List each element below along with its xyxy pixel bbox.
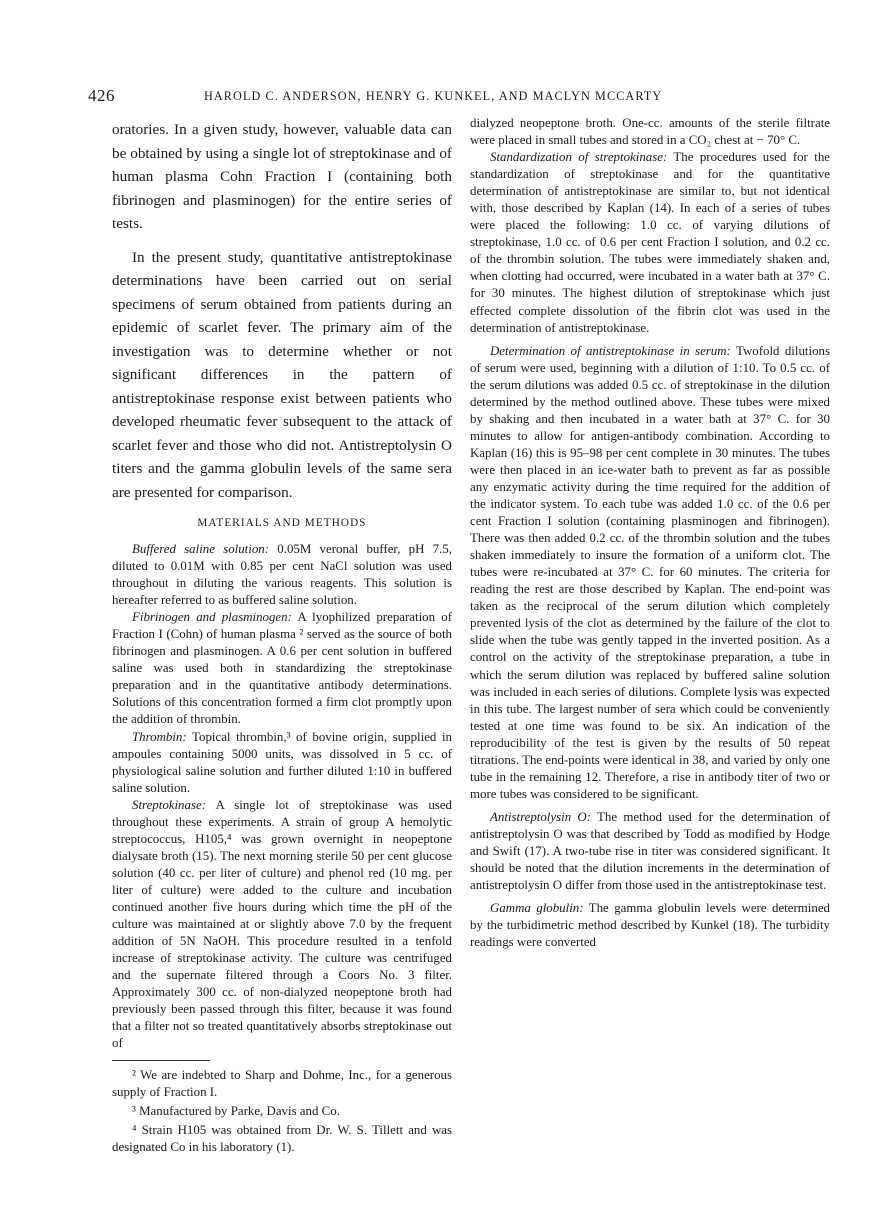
footnote-3: ³ Manufactured by Parke, Davis and Co. (132, 1104, 340, 1119)
thrombin-heading: Thrombin: (132, 729, 187, 744)
antistreptolysin-heading: Antistreptolysin O: (490, 809, 592, 824)
thrombin-text: Topical thrombin,³ of bovine origin, supplied in ampoules containing 5000 units, was dissolved in 5 cc. of physiological saline solution and further diluted 1:10 in buffered saline solution. (112, 729, 452, 795)
intro-paragraph-1: oratories. In a given study, however, valuable data can be obtained by using a single lot of streptokinase and of human plasma Cohn Fraction I (containing both fibrinogen and plasminogen) for the entire series of tests. (112, 121, 452, 232)
gamma-globulin-text: The gamma globulin levels were determined by the turbidimetric method described by Kunkel (18). The turbidity readings were converted (470, 901, 830, 950)
footnote-2: ² We are indebted to Sharp and Dohme, Inc., for a generous supply of Fraction I. (112, 1068, 452, 1100)
standardization-heading: Standardization of streptokinase: (490, 150, 668, 165)
determination-text: Twofold dilutions of serum were used, beginning with a dilution of 1:10. To 0.5 cc. of the serum dilutions was added 0.5 cc. of streptokinase in the dilution determined by the method outlined above. These tubes were mixed by shaking and then incubated in a water bath at 37° C. for 30 minutes to allow for antigen-antibody combination. According to Kaplan (16) this is 95–98 per cent complete in 30 minutes. The tubes were then placed in an ice-water bath to prevent as far as possible any enzymatic activity during the time required for the addition of the indicator system. To each tube was added 1.0 cc. of the 0.6 per cent Fraction I solution (containing plasminogen and fibrinogen). There was then added 0.2 cc. of the thrombin solution and the tubes shaken immediately to insure the formation of a uniform clot. The tubes were re-incubated at 37° C. for 60 minutes. The criteria for reading the rest are those described by Kaplan. The end-point was taken as the reciprocal of the serum dilution which completely prevented lysis of the clot as determined by the failure of the clot to slide when the tube was gently tapped in the inverted position. As a control on the activity of the streptokinase preparation, a tube in which the serum dilution was replaced by buffered saline solution was included in each series of dilutions. Complete lysis was expected in this tube. The largest number of sera which could be conveniently tested at one time was found to be six. An indication of the reproducibility of the test is given by the results of 50 repeat titrations. The end-points were identical in 38, and varied by only one tube in the remaining 12. Therefore, a rise in antibody titer of two or more tubes was considered to be significant. (470, 343, 830, 801)
gamma-globulin-paragraph (470, 900, 830, 951)
streptokinase-paragraph (112, 797, 452, 1053)
streptokinase-heading: Streptokinase: (132, 797, 206, 812)
buffered-saline-text: 0.05M veronal buffer, pH 7.5, diluted to 0.01M with 0.85 per cent NaCl solution was used throughout in diluting the various reagents. This solution is hereafter referred to as buffered saline solution. (112, 542, 452, 608)
intro-paragraph-2: In the present study, quantitative antistreptokinase determinations have been carried out on serial specimens of serum obtained from patients during an epidemic of scarlet fever. The primary aim of the investigation was to determine whether or not significant differences in the pattern of antistreptokinase response exist between patients who developed rheumatic fever subsequent to the attack of scarlet fever and those who did not. Antistreptolysin O titers and the gamma globulin levels of the same sera are presented for comparison. (112, 248, 452, 501)
fibrinogen-paragraph (112, 609, 452, 728)
section-title: MATERIALS AND METHODS (197, 517, 367, 529)
fibrinogen-heading: Fibrinogen and plasminogen: (132, 610, 292, 625)
continued-paragraph: dialyzed neopeptone broth. One-cc. amounts of the sterile filtrate were placed in small tubes and stored in a CO₂ chest at − 70° C. (470, 116, 830, 148)
determination-paragraph (470, 343, 830, 803)
running-head: HAROLD C. ANDERSON, HENRY G. KUNKEL, AND MACLYN MCCARTY (204, 89, 663, 103)
determination-heading: Determination of antistreptokinase in serum: (490, 343, 731, 358)
buffered-saline-paragraph (112, 541, 452, 609)
antistreptolysin-paragraph (470, 809, 830, 894)
left-column (112, 118, 452, 1156)
thrombin-paragraph (112, 729, 452, 797)
page-number: 426 (88, 86, 115, 105)
fibrinogen-text: A lyophilized preparation of Fraction I (Cohn) of human plasma ² served as the source of both fibrinogen and plasminogen. A 0.6 per cent solution in buffered saline was used both in standardizing the streptokinase preparation and in the quantitative antibody determinations. Solutions of this concentration formed a firm clot promptly upon the addition of thrombin. (112, 610, 452, 727)
gamma-globulin-heading: Gamma globulin: (490, 901, 584, 916)
footnote-4: ⁴ Strain H105 was obtained from Dr. W. S. Tillett and was designated Co in his laboratory (1). (112, 1123, 452, 1155)
standardization-paragraph (470, 149, 830, 337)
antistreptolysin-text: The method used for the determination of antistreptolysin O was that described by Todd as modified by Hodge and Swift (17). A two-tube rise in titer was considered significant. It should be noted that the dilution increments in the determination of antistreptolysin O differ from those used in the antistreptokinase test. (470, 809, 830, 893)
right-column (470, 115, 830, 951)
page-header (88, 86, 794, 108)
footnote-divider (112, 1060, 210, 1061)
standardization-text: The procedures used for the standardization of streptokinase and for the quantitative determination of antistreptokinase are similar to, but not identical with, those described by Kaplan (14). In each of a series of tubes were placed the following: 1.0 cc. of varying dilutions of streptokinase, 1.0 cc. of 0.6 per cent Fraction I solution, and 0.2 cc. of the thrombin solution. The tubes were immediately shaken and, when clotting had occurred, were incubated in a water bath at 37° C. for 30 minutes. The highest dilution of streptokinase which just effected complete dissolution of the fibrin clot was used in the determination of antistreptokinase. (470, 150, 830, 335)
streptokinase-text: A single lot of streptokinase was used throughout these experiments. A strain of group A hemolytic streptococcus, H105,⁴ was grown overnight in neopeptone dialysate broth (15). The next morning sterile 50 per cent glucose solution (40 cc. per liter of culture) and phenol red (10 mg. per liter of culture) were added to the culture and incubation continued another five hours during which time the pH of the culture was maintained at or slightly above 7.0 by the frequent addition of 5N NaOH. This procedure resulted in a tenfold increase of streptokinase activity. The culture was centrifuged and the supernate filtered through a Coors No. 3 filter. Approximately 300 cc. of non-dialyzed neopeptone broth had previously been passed through this filter, because it was found that a filter not so treated quantitatively absorbs streptokinase out of (112, 797, 452, 1051)
buffered-saline-heading: Buffered saline solution: (132, 542, 270, 556)
